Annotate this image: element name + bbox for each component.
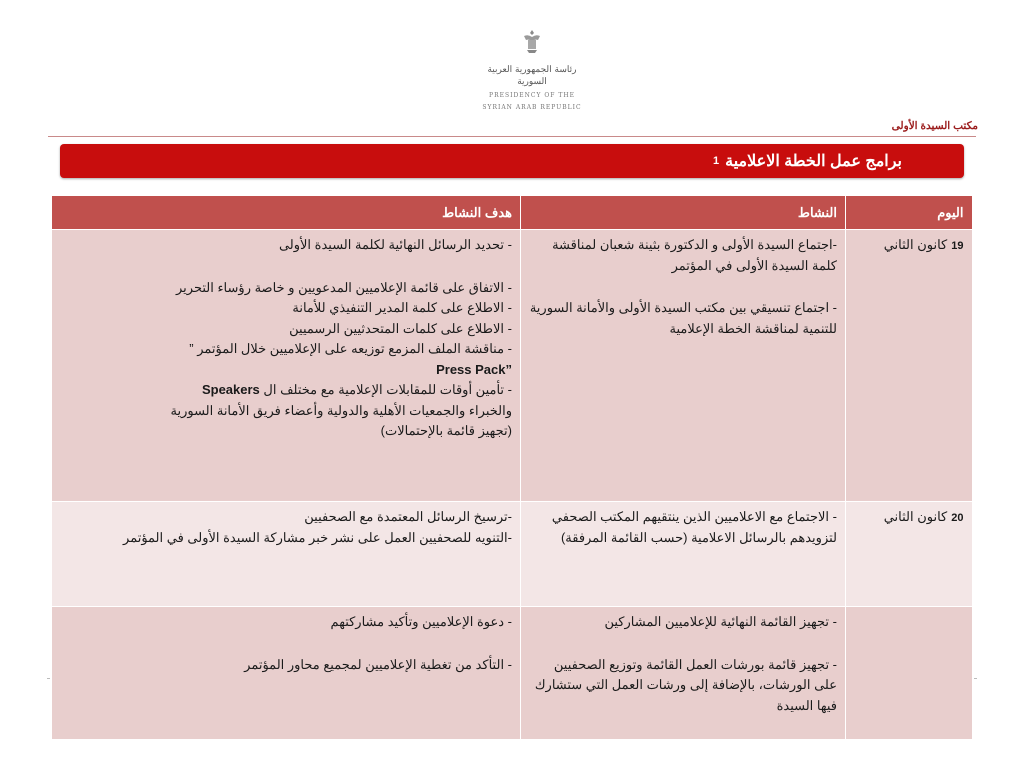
goal-item: -التنويه للصحفيين العمل على نشر خبر مشاركة السيدة الأولى في المؤتمر xyxy=(123,529,512,545)
day-cell xyxy=(846,502,972,607)
activity-item: - اجتماع تنسيقي بين مكتب السيدة الأولى والأمانة السورية للتنمية لمناقشة الخطة الإعلامية xyxy=(529,300,837,336)
goal-item: -ترسيخ الرسائل المعتمدة مع الصحفيين xyxy=(304,509,512,524)
goal-item: - الاطلاع على كلمات المتحدثيين الرسميين xyxy=(289,320,512,336)
logo-english-line-1: PRESIDENCY OF THE xyxy=(489,92,575,99)
schedule-table xyxy=(51,196,972,739)
goal-cell xyxy=(52,230,521,502)
goal-item: - دعوة الإعلاميين وتأكيد مشاركتهم xyxy=(330,614,512,629)
day-number: 20 xyxy=(951,512,964,524)
eagle-emblem-icon xyxy=(521,28,543,54)
right-edge-mark xyxy=(974,678,977,679)
day-month: كانون الثاني xyxy=(883,237,948,252)
table-header-row xyxy=(52,196,972,230)
goal-item: (تجهيز قائمة بالإحتمالات) xyxy=(380,423,512,438)
table-row xyxy=(52,230,972,502)
activity-cell xyxy=(521,607,846,739)
banner-title: برامج عمل الخطة الاعلامية xyxy=(725,153,902,170)
table-row xyxy=(52,502,972,607)
goal-item-english: Press Pack” xyxy=(436,361,512,377)
banner-number: 1 xyxy=(713,155,720,167)
goal-item: - مناقشة الملف المزمع توزيعه على الإعلاميين خلال المؤتمر ” xyxy=(189,341,512,356)
goal-item: - الاطلاع على كلمة المدير التنفيذي للأمانة xyxy=(292,300,512,315)
goal-cell xyxy=(52,502,521,607)
header-activity: النشاط xyxy=(521,196,846,230)
day-month: كانون الثاني xyxy=(883,509,948,524)
activity-item: - تجهيز القائمة النهائية للإعلاميين المشاركين xyxy=(604,614,837,629)
activity-item: -اجتماع السيدة الأولى و الدكتورة بثينة شعبان لمناقشة كلمة السيدة الأولى في المؤتمر xyxy=(552,237,837,273)
goal-item: - تأمين أوقات للمقابلات الإعلامية مع مختلف ال Speakers xyxy=(201,382,512,397)
day-cell xyxy=(846,230,972,502)
title-banner xyxy=(60,144,964,178)
goal-item-english: Speakers xyxy=(201,382,260,397)
header-divider xyxy=(48,136,976,137)
header-day: اليوم xyxy=(846,196,972,230)
goal-cell xyxy=(52,607,521,739)
logo-english-line-2: SYRIAN ARAB REPUBLIC xyxy=(482,104,582,111)
presidency-logo xyxy=(482,28,582,112)
logo-arabic-text: رئاسة الجمهورية العربية السورية xyxy=(487,65,577,87)
day-number: 19 xyxy=(951,240,964,252)
left-edge-mark xyxy=(47,678,50,679)
activity-item: - تجهيز قائمة بورشات العمل القائمة وتوزيع الصحفيين على الورشات، بالإضافة إلى ورشات العمل التي ستشارك فيها السيدة xyxy=(534,656,837,713)
header-goal: هدف النشاط xyxy=(52,196,521,230)
goal-item: - التأكد من تغطية الإعلاميين لمجميع محاور المؤتمر xyxy=(244,656,512,672)
table-row xyxy=(52,607,972,739)
office-label: مكتب السيدة الأولى xyxy=(891,120,978,132)
activity-cell xyxy=(521,502,846,607)
day-cell xyxy=(846,607,972,739)
goal-item: - تحديد الرسائل النهائية لكلمة السيدة الأولى xyxy=(278,237,512,252)
activity-cell xyxy=(521,230,846,502)
activity-item: - الاجتماع مع الاعلاميين الذين ينتقيهم المكتب الصحفي لتزويدهم بالرسائل الاعلامية (حسب القائمة المرفقة) xyxy=(551,509,837,545)
goal-item: - الاتفاق على قائمة الإعلاميين المدعويين و خاصة رؤساء التحرير xyxy=(175,279,512,295)
goal-item: والخبراء والجمعيات الأهلية والدولية وأعضاء فريق الأمانة السورية xyxy=(170,402,512,418)
